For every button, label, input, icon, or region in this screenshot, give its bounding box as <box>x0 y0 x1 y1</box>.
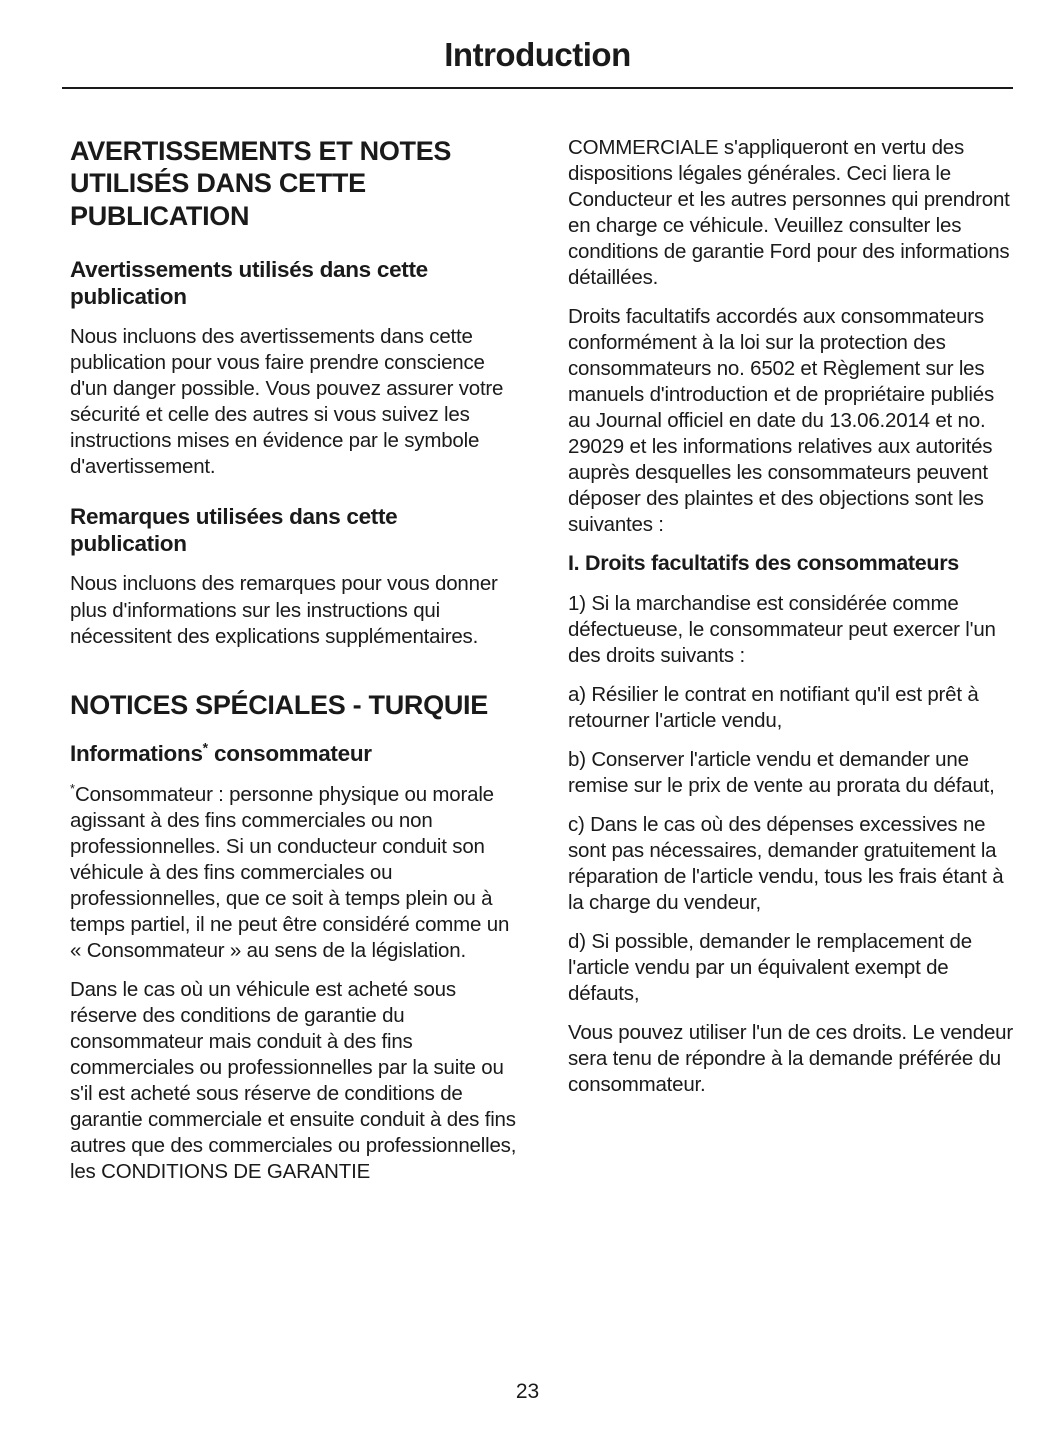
left-column <box>70 135 518 1198</box>
paragraph-item-intro: 1) Si la marchandise est considérée comme défectueuse, le consommateur peut exercer l'un des droits suivants : <box>568 591 996 667</box>
paragraph-warnings: Nous incluons des avertissements dans cette publication pour vous faire prendre conscience d'un danger possible. Vous pouvez assurer votre sécurité et celle des autres si vous suivez les instructions mises en évidence par le symbole d'avertissement. <box>70 325 504 479</box>
paragraph-item-d: d) Si possible, demander le remplacement de l'article vendu par un équivalent exempt de défauts, <box>568 930 972 1006</box>
footnote-marker-icon: * <box>70 780 75 796</box>
two-column-layout <box>62 89 1013 1198</box>
paragraph-item-a: a) Résilier le contrat en notifiant qu'il est prêt à retourner l'article vendu, <box>568 682 979 732</box>
paragraph-consumer-footnote-text: Consommateur : personne physique ou morale agissant à des fins commerciales ou non professionnelles. Si un conducteur conduit son véhicule à des fins commerciales ou professionnelles, que ce soit à temps plein ou à temps partiel, il ne peut être considéré comme un « Consommateur » au sens de la législation. <box>70 782 510 962</box>
paragraph-warranty-conditions: Dans le cas où un véhicule est acheté sous réserve des conditions de garantie du consommateur mais conduit à des fins commerciales ou professionnelles par la suite ou s'il est acheté sous réserve de conditions de garantie commerciale et ensuite conduit à des fins autres que des commerciales ou professionnelles, les CONDITIONS DE GARANTIE <box>70 977 517 1183</box>
right-column <box>568 135 1016 1198</box>
paragraph-notes: Nous incluons des remarques pour vous donner plus d'informations sur les instructions qui nécessitent des explications supplémentaires. <box>70 572 498 648</box>
paragraph-item-b: b) Conserver l'article vendu et demander une remise sur le prix de vente au prorata du défaut, <box>568 747 995 797</box>
subheading-consumer-information-rest: consommateur <box>208 740 372 766</box>
paragraph-consumer-footnote <box>70 782 518 964</box>
page-title: Introduction <box>444 36 631 73</box>
page-number: 23 <box>515 1380 540 1403</box>
section-heading-special-notices-turkey: NOTICES SPÉCIALES - TURQUIE <box>70 689 488 720</box>
section-heading-warnings-notes: AVERTISSEMENTS ET NOTES UTILISÉS DANS CETTE PUBLICATION <box>70 135 452 231</box>
paragraph-closing: Vous pouvez utiliser l'un de ces droits. Le vendeur sera tenu de répondre à la demande préférée du consommateur. <box>568 1021 1013 1097</box>
paragraph-commercial-continuation: COMMERCIALE s'appliqueront en vertu des dispositions légales générales. Ceci liera le Conducteur et les autres personnes qui prendront en charge ce véhicule. Veuillez consulter les conditions de garantie Ford pour des informations détaillées. <box>568 135 1010 290</box>
paragraph-item-c: c) Dans le cas où des dépenses excessives ne sont pas nécessaires, demander gratuitement la réparation de l'article vendu, tous les frais étant à la charge du vendeur, <box>568 812 1004 915</box>
subheading-consumer-information <box>70 741 518 768</box>
subheading-notes-used: Remarques utilisées dans cette publication <box>70 504 398 556</box>
subheading-consumer-information-word: Informations <box>70 740 203 766</box>
paragraph-optional-rights-law: Droits facultatifs accordés aux consommateurs conformément à la loi sur la protection des consommateurs no. 6502 et Règlement sur les manuels d'introduction et de propriétaire publiés au Journal officiel en date du 13.06.2014 et no. 29029 et les informations relatives aux autorités auprès desquelles les consommateurs peuvent déposer des plaintes et des objections sont les suivantes : <box>568 305 995 537</box>
subheading-warnings-used: Avertissements utilisés dans cette publication <box>70 257 428 309</box>
footnote-marker-icon: * <box>202 739 209 756</box>
subheading-optional-consumer-rights: I. Droits facultatifs des consommateurs <box>568 551 959 576</box>
